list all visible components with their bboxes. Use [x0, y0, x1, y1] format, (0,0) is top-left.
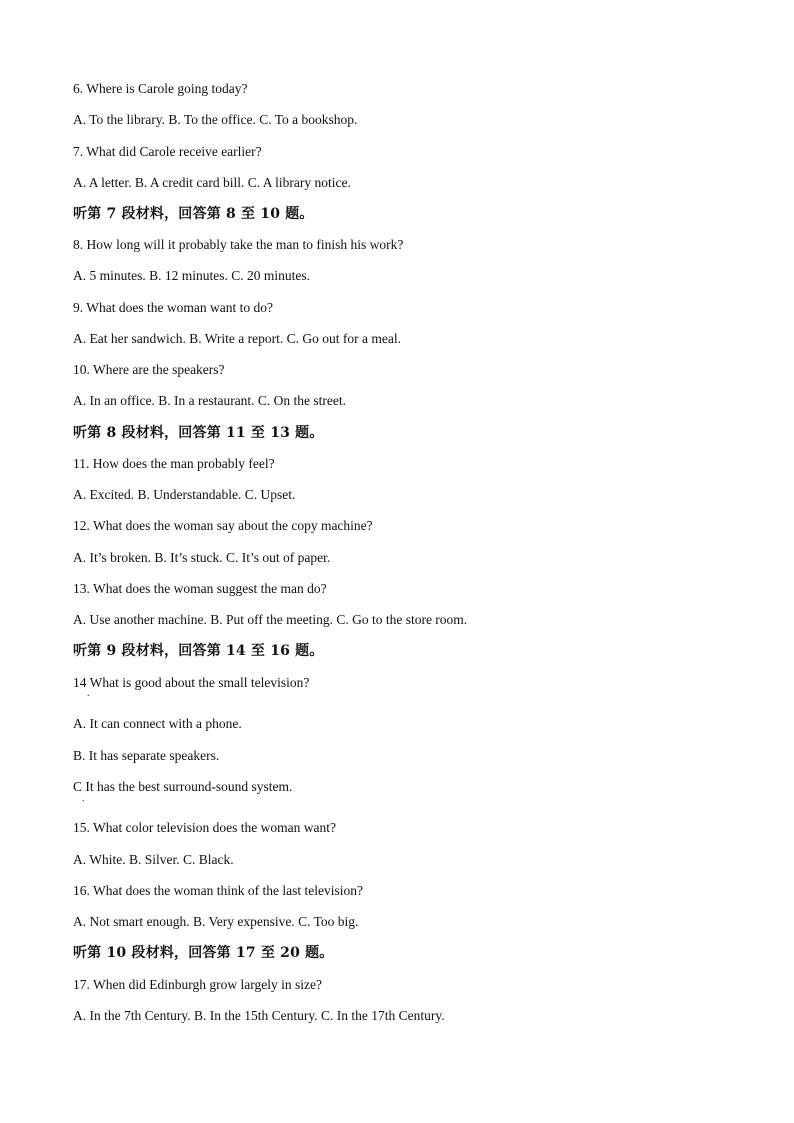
options-11: A. Excited. B. Understandable. C. Upset. [73, 487, 296, 502]
options-7: A. A letter. B. A credit card bill. C. A library notice. [73, 175, 351, 190]
stray-dot-14c: . [82, 793, 85, 804]
option-14b: B. It has separate speakers. [73, 748, 220, 763]
question-6: 6. Where is Carole going today? [73, 81, 248, 96]
question-10: 10. Where are the speakers? [73, 362, 225, 377]
option-14c: C It has the best surround-sound system. [73, 779, 293, 794]
question-14: 14 What is good about the small television? [73, 675, 310, 690]
options-13: A. Use another machine. B. Put off the meeting. C. Go to the store room. [73, 612, 468, 627]
question-8: 8. How long will it probably take the man to finish his work? [73, 237, 404, 252]
question-9: 9. What does the woman want to do? [73, 300, 273, 315]
question-7: 7. What did Carole receive earlier? [73, 144, 262, 159]
question-15: 15. What color television does the woman want? [73, 820, 336, 835]
question-13: 13. What does the woman suggest the man do? [73, 581, 327, 596]
options-8: A. 5 minutes. B. 12 minutes. C. 20 minutes. [73, 268, 311, 283]
options-17: A. In the 7th Century. B. In the 15th Century. C. In the 17th Century. [73, 1008, 445, 1023]
options-6: A. To the library. B. To the office. C. To a bookshop. [73, 112, 358, 127]
section-heading-8: 听第 8 段材料，回答第 11 至 13 题。 [73, 425, 324, 441]
options-9: A. Eat her sandwich. B. Write a report. C. Go out for a meal. [73, 331, 401, 346]
question-12: 12. What does the woman say about the copy machine? [73, 518, 373, 533]
stray-dot-14: . [87, 688, 90, 699]
options-16: A. Not smart enough. B. Very expensive. C. Too big. [73, 914, 359, 929]
section-heading-10: 听第 10 段材料，回答第 17 至 20 题。 [73, 945, 334, 961]
section-heading-9: 听第 9 段材料，回答第 14 至 16 题。 [73, 643, 324, 659]
options-15: A. White. B. Silver. C. Black. [73, 852, 234, 867]
question-16: 16. What does the woman think of the last television? [73, 883, 363, 898]
options-10: A. In an office. B. In a restaurant. C. On the street. [73, 393, 347, 408]
options-12: A. It’s broken. B. It’s stuck. C. It’s out of paper. [73, 550, 331, 565]
section-heading-7: 听第 7 段材料，回答第 8 至 10 题。 [73, 206, 314, 222]
question-17: 17. When did Edinburgh grow largely in size? [73, 977, 322, 992]
question-11: 11. How does the man probably feel? [73, 456, 275, 471]
option-14a: A. It can connect with a phone. [73, 716, 242, 731]
